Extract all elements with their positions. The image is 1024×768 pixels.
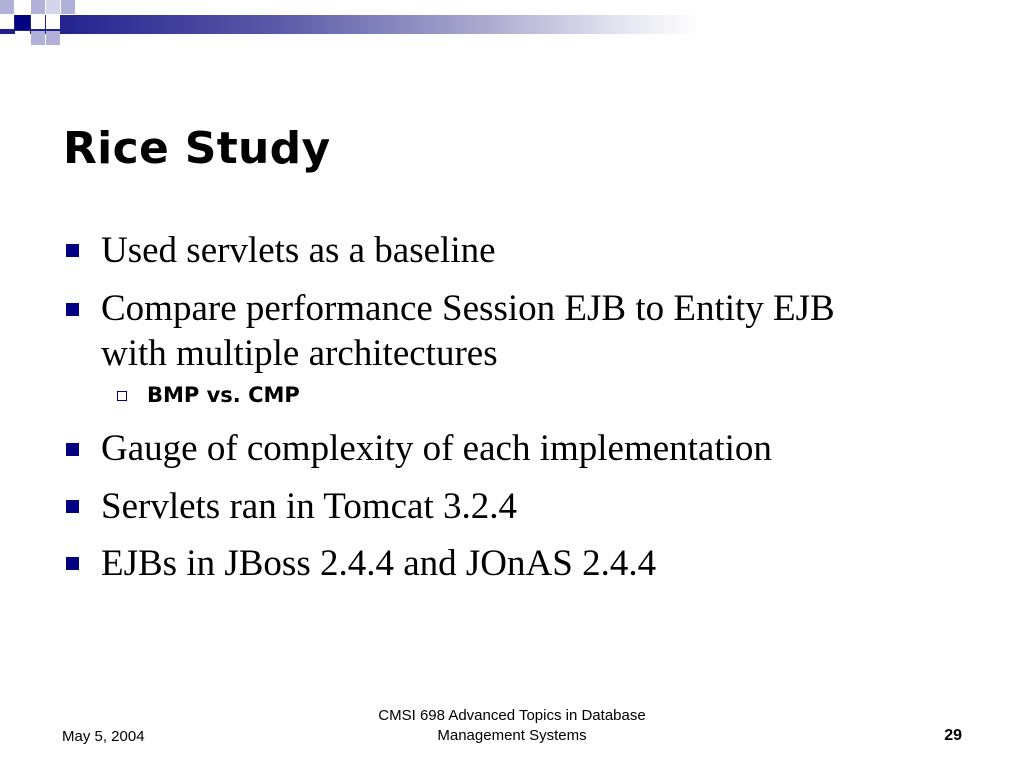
footer-course-line: CMSI 698 Advanced Topics in Database: [378, 707, 646, 724]
square-bullet-icon: [66, 500, 79, 513]
bullet-text: Servlets ran in Tomcat 3.2.4: [101, 486, 517, 527]
hollow-square-bullet-icon: [117, 391, 127, 401]
sub-bullet-text: BMP vs. CMP: [147, 383, 300, 407]
footer-course-line: Management Systems: [437, 727, 587, 744]
square-bullet-icon: [66, 244, 79, 257]
square-bullet-icon: [66, 557, 79, 570]
slide-title: Rice Study: [63, 123, 331, 174]
footer-course-title: [347, 706, 677, 746]
square-bullet-icon: [66, 303, 79, 316]
slide-number: 29: [944, 727, 962, 744]
bullet-text-continuation: with multiple architectures: [101, 333, 498, 374]
bullet-text: Gauge of complexity of each implementation: [101, 428, 772, 469]
square-bullet-icon: [66, 443, 79, 456]
bullet-text: Used servlets as a baseline: [101, 230, 496, 271]
footer-date: May 5, 2004: [62, 728, 145, 745]
bullet-text: Compare performance Session EJB to Entity EJB: [101, 288, 835, 329]
bullet-text: EJBs in JBoss 2.4.4 and JOnAS 2.4.4: [101, 543, 657, 584]
header-gradient-band: [0, 15, 1024, 34]
